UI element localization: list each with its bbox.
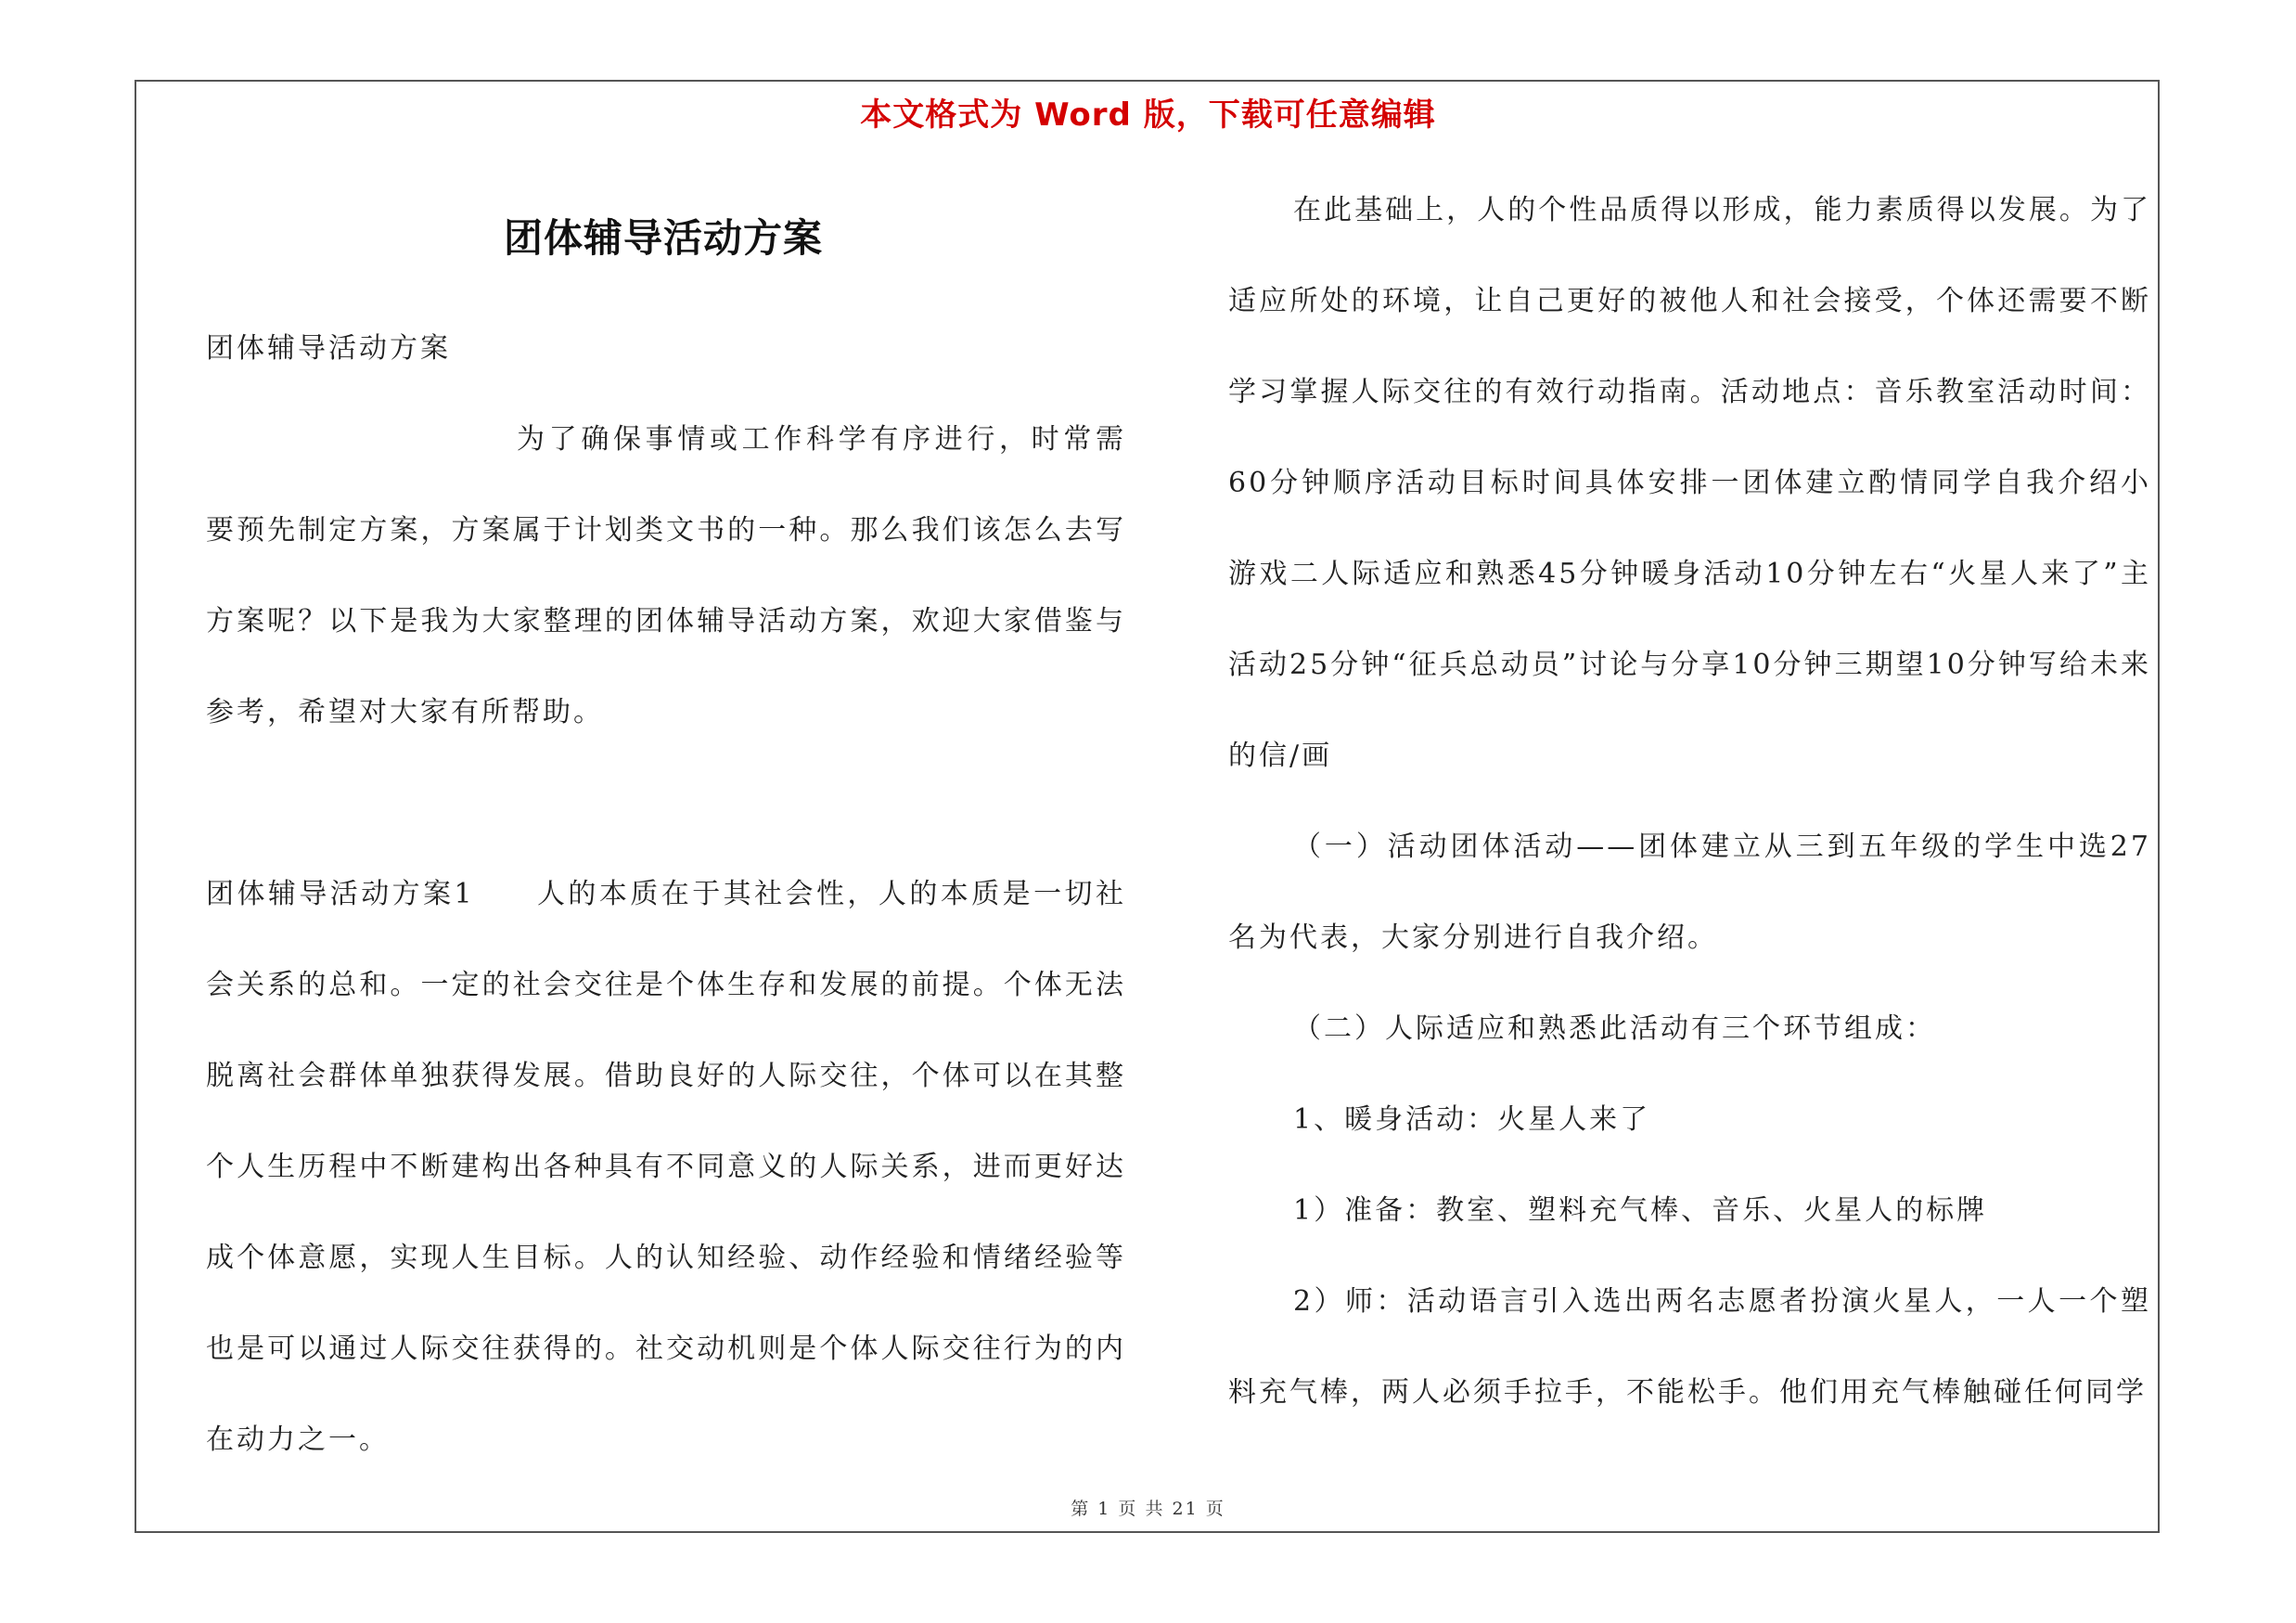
- intro-paragraph: 为了确保事情或工作科学有序进行，时常需要预先制定方案，方案属于计划类文书的一种。那么我们该怎么去写方案呢？以下是我为大家整理的团体辅导活动方案，欢迎大家借鉴与参考，希望对大家有所帮助。: [206, 423, 1126, 728]
- format-banner: 本文格式为 Word 版，下载可任意编辑: [860, 97, 1436, 134]
- subtitle: 团体辅导活动方案: [206, 332, 451, 365]
- body-paragraph-1: 在此基础上，人的个性品质得以形成，能力素质得以发展。为了适应所处的环境，让自己更好的被他人和社会接受，个体还需要不断学习掌握人际交往的有效行动指南。活动地点：音乐教室活动时间：60分钟顺序活动目标时间具体安排一团体建立酌情同学自我介绍小游戏二人际适应和熟悉45分钟暖身活动10分钟左右“火星人来了”主活动25分钟“征兵总动员”讨论与分享10分钟三期望10分钟写给未来的信/画: [1228, 194, 2151, 772]
- body-paragraph-2: （一）活动团体活动——团体建立从三到五年级的学生中选27名为代表，大家分别进行自我介绍。: [1228, 831, 2151, 954]
- body-paragraph-5: 1）准备：教室、塑料充气棒、音乐、火星人的标牌: [1293, 1194, 1988, 1227]
- page-number-footer: 第 1 页 共 21 页: [1071, 1499, 1225, 1519]
- body-paragraph-3: （二）人际适应和熟悉此活动有三个环节组成：: [1293, 1012, 1936, 1045]
- body-paragraph-4: 1、暖身活动：火星人来了: [1293, 1103, 1651, 1136]
- left-column: [206, 303, 1126, 1486]
- section-1-paragraph: 团体辅导活动方案1 人的本质在于其社会性，人的本质是一切社会关系的总和。一定的社会交往是个体生存和发展的前提。个体无法脱离社会群体单独获得发展。借助良好的人际交往，个体可以在其整个人生历程中不断建构出各种具有不同意义的人际关系，进而更好达成个体意愿，实现人生目标。人的认知经验、动作经验和情绪经验等也是可以通过人际交往获得的。社交动机则是个体人际交往行为的内在动力之一。: [206, 878, 1126, 1456]
- body-paragraph-6: 2）师：活动语言引入选出两名志愿者扮演火星人，一人一个塑料充气棒，两人必须手拉手，不能松手。他们用充气棒触碰任何同学: [1228, 1285, 2151, 1409]
- right-column: [1228, 165, 2151, 1438]
- document-title: 团体辅导活动方案: [503, 215, 823, 261]
